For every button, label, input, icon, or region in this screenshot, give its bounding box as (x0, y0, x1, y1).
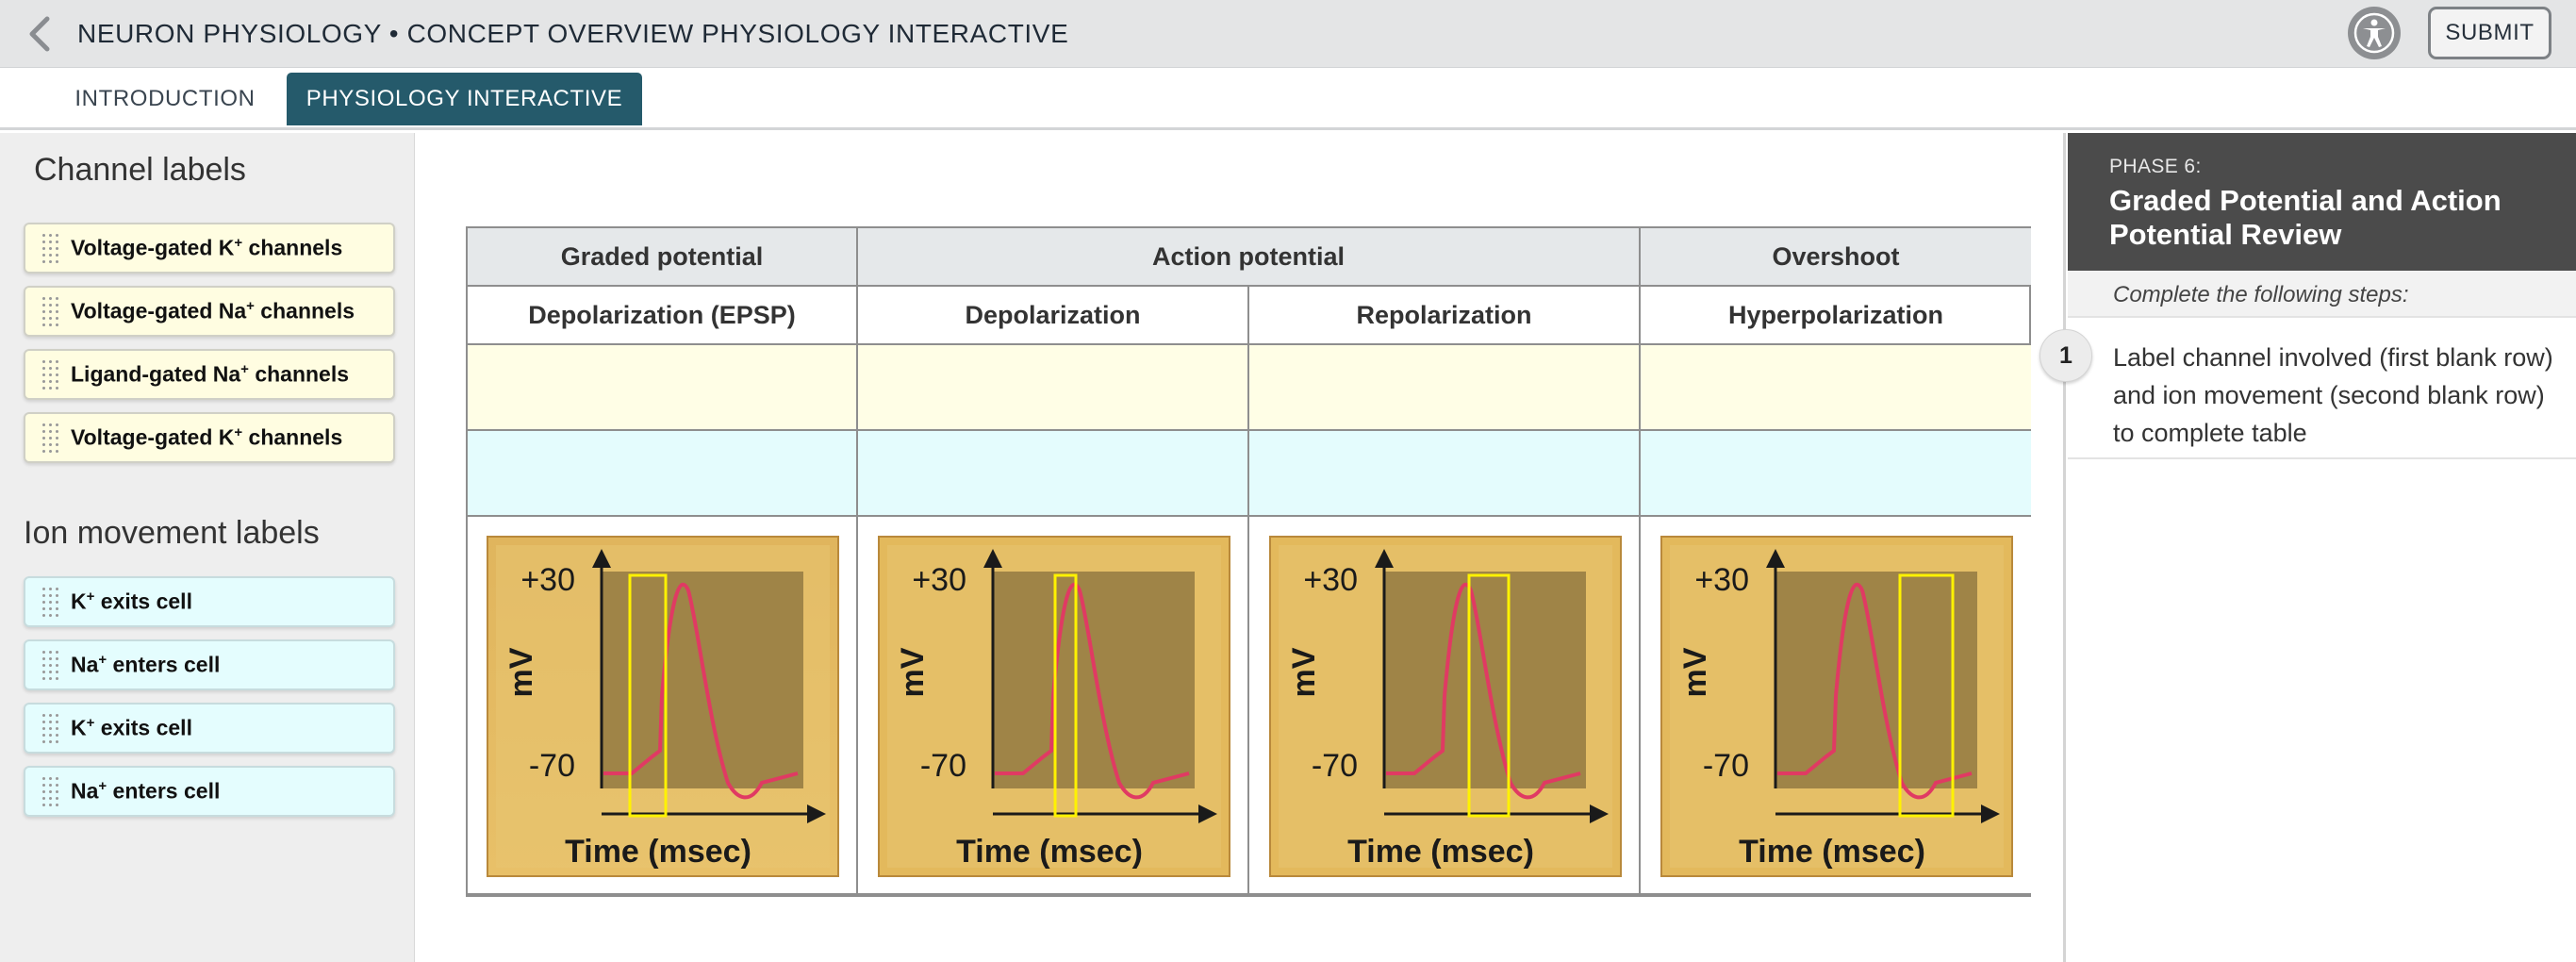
y-tick-bottom: -70 (1702, 748, 1749, 784)
step-number-badge: 1 (2039, 329, 2092, 382)
x-axis-label: Time (msec) (1347, 834, 1534, 870)
drag-handle-icon[interactable] (41, 232, 61, 264)
header-action-potential: Action potential (858, 228, 1641, 287)
ion-drop-zone[interactable] (858, 431, 1249, 517)
x-axis-label: Time (msec) (565, 834, 751, 870)
channel-label-chip[interactable]: Voltage-gated K+ channels (24, 412, 395, 463)
potential-table (466, 226, 2031, 897)
channel-labels-heading: Channel labels (34, 152, 246, 188)
app-title: NEURON PHYSIOLOGY • CONCEPT OVERVIEW PHYSIOLOGY INTERACTIVE (77, 19, 1069, 48)
channel-drop-zone[interactable] (1641, 345, 2031, 431)
ion-label-chip[interactable]: K+ exits cell (24, 703, 395, 754)
y-tick-top: +30 (1694, 562, 1749, 598)
y-tick-bottom: -70 (1311, 748, 1358, 784)
tab-introduction[interactable]: INTRODUCTION (74, 86, 256, 111)
drag-handle-icon[interactable] (41, 775, 61, 807)
step-item (2059, 320, 2576, 459)
chevron-left-icon[interactable] (21, 15, 58, 53)
y-tick-top: +30 (520, 562, 575, 598)
drag-handle-icon[interactable] (41, 358, 61, 390)
instructions-panel (2059, 133, 2576, 962)
channel-drop-zone[interactable] (858, 345, 1249, 431)
drag-handle-icon[interactable] (41, 422, 61, 454)
x-axis-label: Time (msec) (956, 834, 1143, 870)
drag-handle-icon[interactable] (41, 295, 61, 327)
header-graded-potential: Graded potential (468, 228, 858, 287)
y-tick-top: +30 (1303, 562, 1358, 598)
y-axis-label: mV (1286, 647, 1322, 698)
ion-drop-zone[interactable] (1249, 431, 1641, 517)
y-axis-label: mV (1677, 647, 1713, 698)
subheader-depolarization: Depolarization (858, 287, 1249, 345)
ion-label-chip[interactable]: Na+ enters cell (24, 766, 395, 817)
ion-label-chip[interactable]: Na+ enters cell (24, 639, 395, 690)
tab-physiology-interactive[interactable]: PHYSIOLOGY INTERACTIVE (287, 73, 642, 125)
y-tick-top: +30 (912, 562, 966, 598)
phase-title: Graded Potential and Action Potential Review (2109, 184, 2502, 251)
subheader-repolarization: Repolarization (1249, 287, 1641, 345)
action-potential-graph-hyperpolarization (1660, 536, 2013, 877)
drag-handle-icon[interactable] (41, 649, 61, 681)
step-text: Label channel involved (first blank row) and ion movement (second blank row) to complete table (2113, 343, 2553, 447)
channel-drop-zone[interactable] (1249, 345, 1641, 431)
subheader-depolarization-epsp: Depolarization (EPSP) (468, 287, 858, 345)
steps-header (2068, 271, 2576, 318)
y-axis-label: mV (504, 647, 539, 698)
drag-handle-icon[interactable] (41, 712, 61, 744)
y-axis-label: mV (895, 647, 931, 698)
steps-header-text: Complete the following steps: (2113, 282, 2409, 307)
ion-label-chip[interactable]: K+ exits cell (24, 576, 395, 627)
channel-label-chip[interactable]: Voltage-gated Na+ channels (24, 286, 395, 337)
phase-header (2068, 133, 2576, 271)
action-potential-graph-depolarization (878, 536, 1230, 877)
subheader-hyperpolarization: Hyperpolarization (1641, 287, 2031, 345)
submit-button[interactable]: SUBMIT (2428, 7, 2551, 59)
y-tick-bottom: -70 (919, 748, 966, 784)
label-bank-sidebar (0, 133, 415, 962)
drag-handle-icon[interactable] (41, 586, 61, 618)
accessibility-icon[interactable] (2348, 7, 2401, 59)
phase-number: PHASE 6: (2109, 156, 2202, 177)
header-overshoot: Overshoot (1641, 228, 2031, 287)
action-potential-graph-repolarization (1269, 536, 1622, 877)
ion-movement-labels-heading: Ion movement labels (24, 515, 320, 551)
tab-bar (0, 68, 2576, 130)
channel-label-chip[interactable]: Ligand-gated Na+ channels (24, 349, 395, 400)
action-potential-graph-epsp (487, 536, 839, 877)
ion-drop-zone[interactable] (1641, 431, 2031, 517)
y-tick-bottom: -70 (528, 748, 575, 784)
ion-drop-zone[interactable] (468, 431, 858, 517)
x-axis-label: Time (msec) (1739, 834, 1925, 870)
channel-drop-zone[interactable] (468, 345, 858, 431)
top-bar (0, 0, 2576, 68)
channel-label-chip[interactable]: Voltage-gated K+ channels (24, 223, 395, 274)
